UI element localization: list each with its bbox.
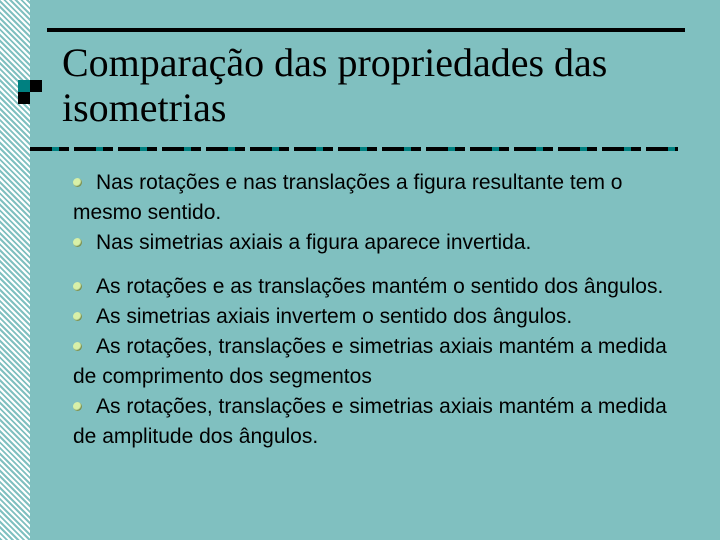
green-dot-icon bbox=[73, 312, 82, 321]
bullet-text: As simetrias axiais invertem o sentido dos ângulos. bbox=[96, 305, 573, 328]
title-bottom-rule bbox=[30, 147, 678, 151]
title-checker-icon bbox=[18, 80, 42, 104]
bullet-item bbox=[73, 302, 673, 332]
bullet-item bbox=[73, 228, 673, 258]
bullet-item bbox=[73, 332, 673, 392]
title-top-rule bbox=[47, 28, 685, 32]
slide-body bbox=[73, 168, 673, 466]
green-dot-icon bbox=[73, 282, 82, 291]
green-dot-icon bbox=[73, 178, 82, 187]
bullet-text: Nas rotações e nas translações a figura resultante tem o mesmo sentido. bbox=[73, 171, 623, 224]
bullet-text: As rotações e as translações mantém o sentido dos ângulos. bbox=[96, 275, 664, 298]
green-dot-icon bbox=[73, 238, 82, 247]
slide-title: Comparação das propriedades das isometrias bbox=[62, 40, 608, 130]
bullet-text: As rotações, translações e simetrias axiais mantém a medida de comprimento dos segmentos bbox=[73, 335, 667, 388]
bullet-text: Nas simetrias axiais a figura aparece invertida. bbox=[96, 231, 532, 254]
bullet-text: As rotações, translações e simetrias axiais mantém a medida de amplitude dos ângulos. bbox=[73, 395, 667, 448]
bullet-group bbox=[73, 272, 673, 452]
bullet-group bbox=[73, 168, 673, 258]
bullet-item bbox=[73, 272, 673, 302]
bullet-item bbox=[73, 168, 673, 228]
green-dot-icon bbox=[73, 402, 82, 411]
green-dot-icon bbox=[73, 342, 82, 351]
bullet-item bbox=[73, 392, 673, 452]
